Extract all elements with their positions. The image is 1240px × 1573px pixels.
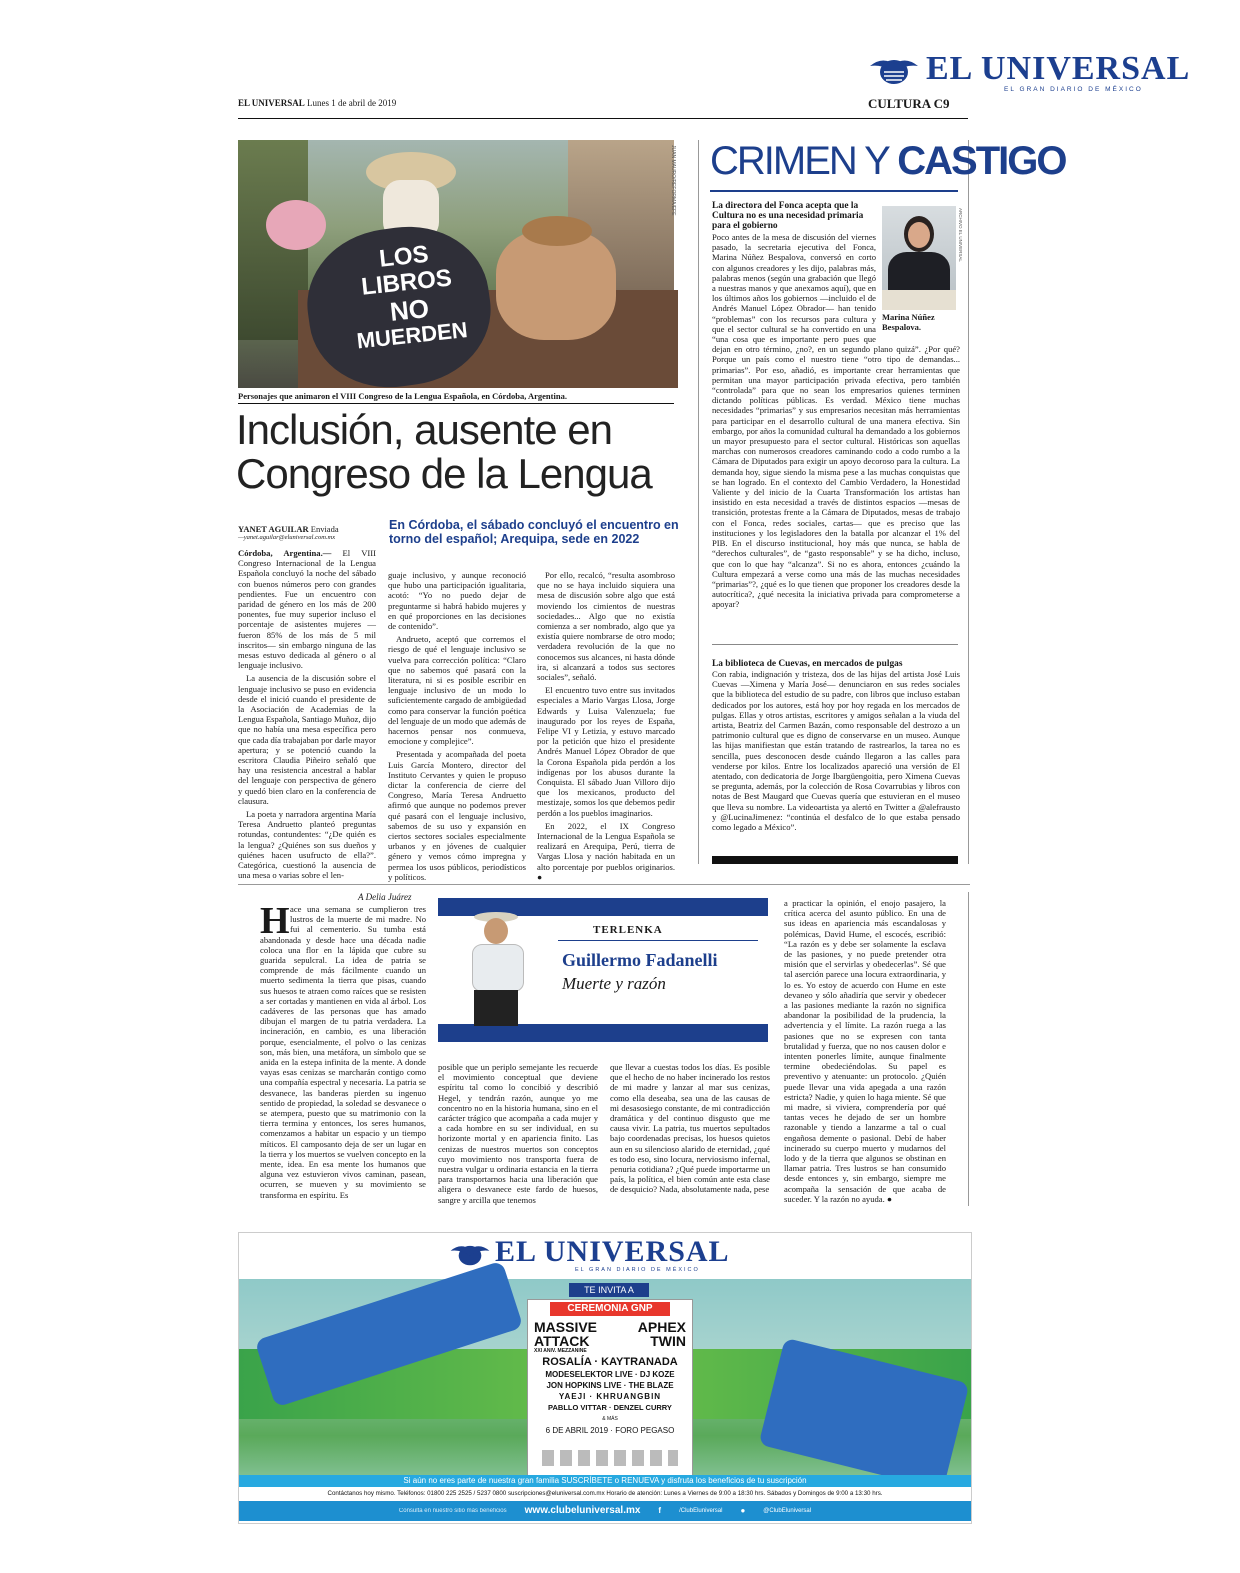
ad-footer-1: Si aún no eres parte de nuestra gran familia SUSCRÍBETE o RENUEVA y disfruta los beneficios de tu suscripción xyxy=(239,1475,971,1487)
paragraph: Con rabia, indignación y tristeza, dos de las hijas del artista José Luis Cuevas —Ximena y María José— denunciaron en sus redes sociales que la biblioteca del estudio de su padre, con libros que incluso estaban dedicados por los autores, está hoy por hoy regada en los mercados de pulgas. Ellas y otros artistas, escritores y amigos señalan a la viuda del artista, Beatriz del Carmen Bazán, como responsable del destrozo a un patrimonio cultural que es digno de conservarse en un museo. Aunque las hijas manifiestan que están tratando de rastrearlos, la tarea no es sencilla, pues desconocen desde cuándo llegaron a las calles para venderse por kilos. Entre los localizados apareció una versión de El atentado, con dedicatoria de Jorge Ibargüengoitia, pero Ximena Cuevas se pregunta, además, por la colección de Rosa Covarrubias y libros con notas de Best Maugard que Cuevas quería que estuvieran en el museo que lleva su nombre. La videoartista ya alertó en Twitter a @alefrausto y @LucinaJimenez: “continúa el desfalco de lo que estaba pensado como legado a México”. xyxy=(712,669,960,833)
lead-column-2 xyxy=(388,570,526,882)
sign-line: NO xyxy=(388,292,431,327)
dek: En Córdoba, el sábado concluyó el encuentro en torno del español; Arequipa, sede en 2022 xyxy=(389,518,679,546)
masthead-logo: EL UNIVERSAL xyxy=(926,50,1191,87)
paragraph: Presentada y acompañada del poeta Luis García Montero, director del Instituto Cervantes y quien le propuso dictar la conferencia de cierre del Congreso, María Teresa Andruetto afirmó que aunque no podemos prever qué pasará con el lenguaje inclusivo, sabemos de su uso y expansión en ciertos sectores sociales especialmente urbanos y en jóvenes de cualquier género y vemos cómo impregna y permea los usos públicos, periodísticos y políticos. xyxy=(388,749,526,882)
column-author: Guillermo Fadanelli xyxy=(562,950,718,970)
folio xyxy=(238,98,396,108)
folio-paper: EL UNIVERSAL xyxy=(238,98,305,108)
ad-banner xyxy=(238,1232,972,1524)
column-divider xyxy=(968,892,969,1206)
crimen-item1-head: La directora del Fonca acepta que la Cultura no es una necesidad primaria para el gobierno xyxy=(712,201,864,231)
paragraph: Por ello, recalcó, “resulta asombroso que no se haya incluido siquiera una mesa de discusión sobre algo que está moviendo los cimientos de nuestras sociedades... Algo que no existía comienza a ser nombrado, algo que ya existía quiere nombrarse de otro modo; verdadera revolución de la que no conocemos sus alcances, ni hasta dónde ira, si alcanzará a todos sus sectores sociales”, señaló. xyxy=(537,570,675,683)
crimen-item2-body xyxy=(712,669,960,839)
byline-role: Enviada xyxy=(310,524,339,534)
twitter-icon: ● xyxy=(740,1506,746,1515)
paragraph: guaje inclusivo, y aunque reconoció que hubo una participación igualitaria, acotó: “Yo no puedo dejar de preguntarme si habrá habido mujeres y en qué proporciones en las decisiones de contenido”. xyxy=(388,570,526,632)
lead-column-3 xyxy=(537,570,675,882)
sign-text xyxy=(333,237,483,355)
ad-line: & MÁS xyxy=(602,1416,618,1422)
dropcap-float xyxy=(260,904,290,934)
author-photo xyxy=(454,910,538,1026)
ad-date: 6 DE ABRIL 2019 · FORO PEGASO xyxy=(545,1426,675,1435)
byline xyxy=(238,524,378,541)
paragraph: a practicar la opinión, el enojo pasajero, la crítica acerca del asunto público. En una de sus ideas en apariencia más escandalosas y polémicas, David Hume, el escocés, escribió: “La razón es y debe ser solamente la esclava de las pasiones, y no puede pretender otra misión que el servirlas y obedecerlas”. Sé que tal aserción parece una locura extraordinaria, y lo es. Yo estoy de acuerdo con Hume en este devaneo y sólo añadiría que servir y obedecer a las pasiones mediante la razón no significa abandonar la posibilidad de la prudencia, la advertencia y el límite. La razón ruega a las pasiones que no se expresen con tanta brutalidad y fuerza, que no nos causen dolor e intenten ponerles límite, aunque finalmente termine obedeciéndolas. Su papel es preventivo y atenuante: un protocolo. ¿Quién puede llevar una vida apegada a una razón estricta? Nadie, y quien lo haga miente. Sé que mi madre, si viviera, comprendería por qué tantas veces he dejado de ser un hombre razonable y tiendo a lanzarme a tal o cual engañosa demente o pasional. Debí de haber incinerado su cuerpo muerto y mudarnos del lodo y de la tierra que algunos se obstinan en llamar patria. Tres lustros se han consumido desde entonces y, sin embargo, siempre me acompaña la sensación de que acaba de suceder. Y la razón no ayuda. ● xyxy=(784,898,946,1204)
ad-invite: TE INVITA A xyxy=(569,1283,649,1297)
crimen-title xyxy=(710,138,1065,184)
crimen-title-bold: CASTIGO xyxy=(897,139,1066,183)
eagle-logo-icon xyxy=(868,52,920,88)
ad-line: XXI ANIV. MEZZANINE xyxy=(534,1348,587,1354)
paragraph: Andrueto, aceptó que corremos el riesgo de qué el lenguaje inclusivo se vuelva para corrección política: “Claro que no sabemos qué pasará con la literatura, ni si es posible escribir en lenguaje inclusivo de un modo lo suficientemente cargado de ambigüedad como para conservar la función poética del lenguaje de un modo que además de hacernos pensar nos conmueva, emocione y complejice”. xyxy=(388,634,526,747)
photo-caption: Personajes que animaron el VIII Congreso de la Lengua Española, en Córdoba, Argentina. xyxy=(238,391,567,401)
ad-footer-url[interactable]: www.clubeluniversal.mx xyxy=(524,1505,641,1516)
ad-sponsors xyxy=(542,1450,678,1466)
headline xyxy=(236,408,652,496)
paragraph: posible que un periplo semejante les recuerde el movimiento conceptual que deviene espíritu tal como lo concibió y describió Hegel, y tendrán razón, aunque yo me concentro no en la historia humana, sino en el carácter trágico que acompaña a cada mujer y a cada hombre en su ser individual, en su horizonte mortal y en apariencia finito. Las cenizas de nuestros muertos son conceptos cuyo movimiento nos transporta fuera de nuestra vulgar u ordinaria estancia en la tierra para transportarnos hacia una liberación que aligera o desvanece este fardo de huesos, sangre y arcilla que tenemos xyxy=(438,1062,598,1205)
ad-line: APHEX xyxy=(637,1319,686,1335)
crimen-item2-head: La biblioteca de Cuevas, en mercados de pulgas xyxy=(712,659,903,669)
byline-name: YANET AGUILAR xyxy=(238,524,309,534)
column-name: TERLENKA xyxy=(593,924,663,936)
dateline: Córdoba, Argentina.— xyxy=(238,548,332,558)
eagle-logo-icon xyxy=(449,1239,491,1269)
column-title: Muerte y razón xyxy=(562,974,666,993)
ad-footer-note: Consulta en nuestro sitio más beneficios xyxy=(398,1508,507,1514)
dedication: A Delia Juárez xyxy=(358,892,412,902)
crimen-rule xyxy=(710,190,958,192)
paragraph: En 2022, el IX Congreso Internacional de la Lengua Española se realizará en Arequipa, Perú, tierra de Vargas Llosa y nación habitada en un alto porcentaje por pueblos originarios. ● xyxy=(537,820,675,882)
column-divider xyxy=(968,140,969,864)
ad-tagline: EL GRAN DIARIO DE MÉXICO xyxy=(575,1267,700,1273)
masthead-tagline: EL GRAN DIARIO DE MÉXICO xyxy=(1004,86,1143,93)
ad-line: PABLLO VITTAR · DENZEL CURRY xyxy=(548,1403,672,1412)
dropcap: H xyxy=(260,900,290,942)
paragraph: La ausencia de la discusión sobre el lenguaje inclusivo se puso en evidencia desde el inició cuando el presidente de la Asociación de Academias de la Lengua Española, Santiago Muñoz, dijo que no había una mesa específica pero que cada día trabajaban por darle mayor apertura; y se potenció cuando la escritora Claudia Piñeiro señaló que hay una resistencia ancestral a hablar del lenguaje con perspectiva de género y quedó bien claro en la conferencia de clausura. xyxy=(238,673,376,806)
crimen-item1-body xyxy=(712,232,960,632)
ad-footer-3 xyxy=(239,1501,971,1521)
photo-credit: JUAN MAURO/REFORMA/EFE xyxy=(670,145,676,216)
marina-photo-float xyxy=(876,232,960,342)
ad-line: MODESELEKTOR LIVE · DJ KOZE xyxy=(545,1370,675,1379)
headline-line: Congreso de la Lengua xyxy=(236,450,652,497)
header-rule xyxy=(558,940,758,941)
ad-logo: EL UNIVERSAL xyxy=(495,1235,730,1268)
ad-line: MASSIVE xyxy=(534,1319,598,1335)
ad-line: ROSALÍA · KAYTRANADA xyxy=(542,1356,678,1368)
facebook-icon: f xyxy=(658,1506,662,1515)
ad-line: ATTACK xyxy=(534,1333,590,1349)
ad-line: YAEJI · KHRUANGBIN xyxy=(558,1392,662,1401)
terlenka-column-4 xyxy=(784,898,946,1206)
column-divider xyxy=(698,140,699,864)
sign-line: MUERDEN xyxy=(355,317,469,354)
paragraph: El encuentro tuvo entre sus invitados especiales a Mario Vargas Llosa, Jorge Edwards y Luisa Valenzuela; fue inaugurado por los reyes de España, Felipe VI y Letizia, y estuvo marcado por la petición que hizo el presidente Andrés Manuel López Obrador de que la Corona Española pida perdón a los indígenas por los abusos durante la Conquista. El sábado Juan Villoro dijo que los mexicanos, producto del mestizaje, somos los que debemos pedir perdón a los pueblos imaginarios. xyxy=(537,685,675,818)
header-bar-bottom xyxy=(438,1024,768,1042)
lead-column-1 xyxy=(238,548,376,881)
marina-photo-credit: ARCHIVO EL UNIVERSAL xyxy=(958,208,963,262)
ad-event: CEREMONIA GNP xyxy=(550,1302,670,1316)
marina-caption: Marina Núñez Bespalova. xyxy=(882,312,935,332)
paragraph: ace una semana se cumplieron tres lustros de la muerte de mi madre. No fui al cementerio. Su tumba está abandonada y desde hace una década nadie coloca una flor en la lápida que cubre su guarida sepulcral. La idea de patria se comprende de más fácilmente cuando un muerto sedimenta la tierra que pisas, cuando sus huesos te atraen como raíces que se resisten a ser cortadas y mantienen en vida al árbol. Los cadáveres de las personas que has amado dibujan el margen de tu patria verdadera. La incineración, en cambio, es una liberación porque, esencialmente, el polvo o las cenizas son, más bien, una metáfora, un símbolo que se anida en la estepa infinita de la mente. A donde vayas esas cenizas se marcharán contigo como una compañía espectral y necesaria. La patria se desvanece, las banderas pierden su ingenuo sentido de propiedad, la soledad se desvanece o se atempera, puesto que su matrimonio con la tierra termina y entonces, los seres humanos, comenzamos a habitar un espacio y un tiempo míticos. El camposanto deja de ser un lugar en la tierra y los muertos se vuelven concepto en la mente, idea. En esa mente los humanos que alguna vez estuvieron vivos caminan, pasean, ocurren, se mueven y su movimiento se transforma en espíritu. Es xyxy=(260,904,426,1200)
caption-rule xyxy=(238,403,674,404)
crimen-bottom-bar xyxy=(712,856,958,864)
ad-line: JON HOPKINS LIVE · THE BLAZE xyxy=(546,1381,674,1390)
section-label: CULTURA C9 xyxy=(868,96,950,111)
ad-footer-twitter[interactable]: @ClubEluniversal xyxy=(763,1508,812,1514)
terlenka-header xyxy=(438,898,768,1044)
ad-headliners xyxy=(534,1320,686,1354)
ad-poster xyxy=(527,1299,693,1477)
headline-line: Inclusión, ausente en xyxy=(236,406,612,453)
terlenka-column-2 xyxy=(438,1062,598,1206)
crimen-divider xyxy=(712,644,958,645)
top-rule xyxy=(238,118,968,119)
paragraph: Poco antes de la mesa de discusión del viernes pasado, la secretaria ejecutiva del Fonca, Marina Núñez Bespalova, conversó en corto con algunos creadores y les dijo, palabras más, palabras menos (según una grabación que llegó a nuestras manos y que anexamos aquí), que en los últimos años los gobiernos —incluido el de Andrés Manuel López Obrador— han tenido “problemas” con los recursos para cultura y que el sector cultural se ha convertido en una “una cosa que es importante pero pues que dejan en otro término, ¿no?, en un segundo plano quizá”. ¿Por qué? Porque un país como el nuestro tiene “otro tipo de demandas... primarias”. Por eso, añadió, es importante crear herramientas que permitan una mayor participación privada efectiva, pero también “controlada” para que no sean los empresarios quienes terminen dictando políticas públicas. Es verdad. México tiene muchas necesidades “primarias” y sus empresarios necesitan más herramientas para participar en el desarrollo cultural de una manera efectiva. Sin embargo, por años la comunidad cultural ha demandado a los gobiernos un mayor presupuesto para el sector cultural. Históricas son aquellas marchas con numerosos creadores caminando codo a codo rumbo a la Cámara de Diputados para exigir un apoyo decoroso para la cultura. La demanda hoy, sigue siendo la misma pese a las muchas conquistas que se han logrado. En el contexto del Cambio Verdadero, la Honestidad Valiente y del inicio de la Cuarta Transformación los artistas han insistido en esta necesidad a través de distintos espacios —mesas de transición, protestas frente a la Cámara de Diputados, mesas de trabajo con el Fonca, redes sociales, cartas— que es preciso que las instituciones y los legisladores den la batalla por alcanzar el 1% del PIB. En el discurso institucional, hoy más que nunca, se habla de “derechos culturales”, de “gasto responsable” y se ha dicho, incluso, que con lo que hay “alcanza”. Si no es ahora, entonces ¿cuándo la Cultura empezará a verse como una más de las muchas necesidades “primarias”?, ¿qué es lo que tienen que proponer los creadores desde la autocrítica?, ¿qué necesita la iniciativa privada para comprometerse a apoyar? xyxy=(712,232,960,610)
crimen-title-thin: CRIMEN Y xyxy=(710,139,889,183)
paragraph: La poeta y narradora argentina María Teresa Andruetto planteó preguntas rotundas, contundentes: “¿De quién es la lengua? ¿Quiénes son sus dueños y quiénes hacen usufructo de ella?”. Categórica, cuestionó la ausencia de una mesa o varias sobre el len- xyxy=(238,809,376,881)
sign-line: LOS xyxy=(377,240,430,273)
paragraph: Córdoba, Argentina.— El VIII Congreso Internacional de la Lengua Española concluyó la noche del sábado con buenos números pero con grandes pendientes. Fue un encuentro con paridad de género en los más de 200 ponentes, fue muy superior incluso el porcentaje de asistentes mujeres —fueron 85% de los más de 5 mil inscritos— sin embargo ninguna de las mesas estuvo dedicada al género o al lenguaje inclusivo. xyxy=(238,548,376,671)
terlenka-column-3 xyxy=(610,1062,770,1206)
masthead xyxy=(868,50,1228,100)
byline-email: —yanet.aguilar@eluniversal.com.mx xyxy=(238,534,336,541)
terlenka-column-1 xyxy=(260,900,426,1206)
folio-date: Lunes 1 de abril de 2019 xyxy=(307,98,397,108)
lead-photo xyxy=(238,140,674,388)
sign-line: LIBROS xyxy=(360,264,454,301)
ad-footer-facebook[interactable]: /ClubEluniversal xyxy=(679,1508,723,1514)
section-rule xyxy=(238,884,970,885)
ad-footer-2: Contáctanos hoy mismo. Teléfonos: 01800 225 2525 / 5237 0800 suscripciones@eluniversal.com.mx Horario de atención: Lunes a Viernes de 9:00 a 18:30 hrs. Sábados y Domingos de 9:00 a 13:30 hrs. xyxy=(239,1487,971,1501)
paragraph: que llevar a cuestas todos los días. Es posible que el hecho de no haber incinerado los restos de mi madre y lanzar al mar sus cenizas, como ella deseaba, sea una de las causas de mi desasosiego constante, de mi contradicción dramática y del continuo disgusto que me causa vivir. La patria, tus muertos sepultados bajo coordenadas precisas, los huesos quietos aun en su silencioso alarido de eternidad, ¿qué es todo eso, sino locura, nerviosismo infernal, penuria cotidiana? ¿Qué puede importarme un país, la política, el bien común ante esta clase de desquicio? Nada, absolutamente nada, pese xyxy=(610,1062,770,1195)
ad-line: TWIN xyxy=(650,1333,686,1349)
